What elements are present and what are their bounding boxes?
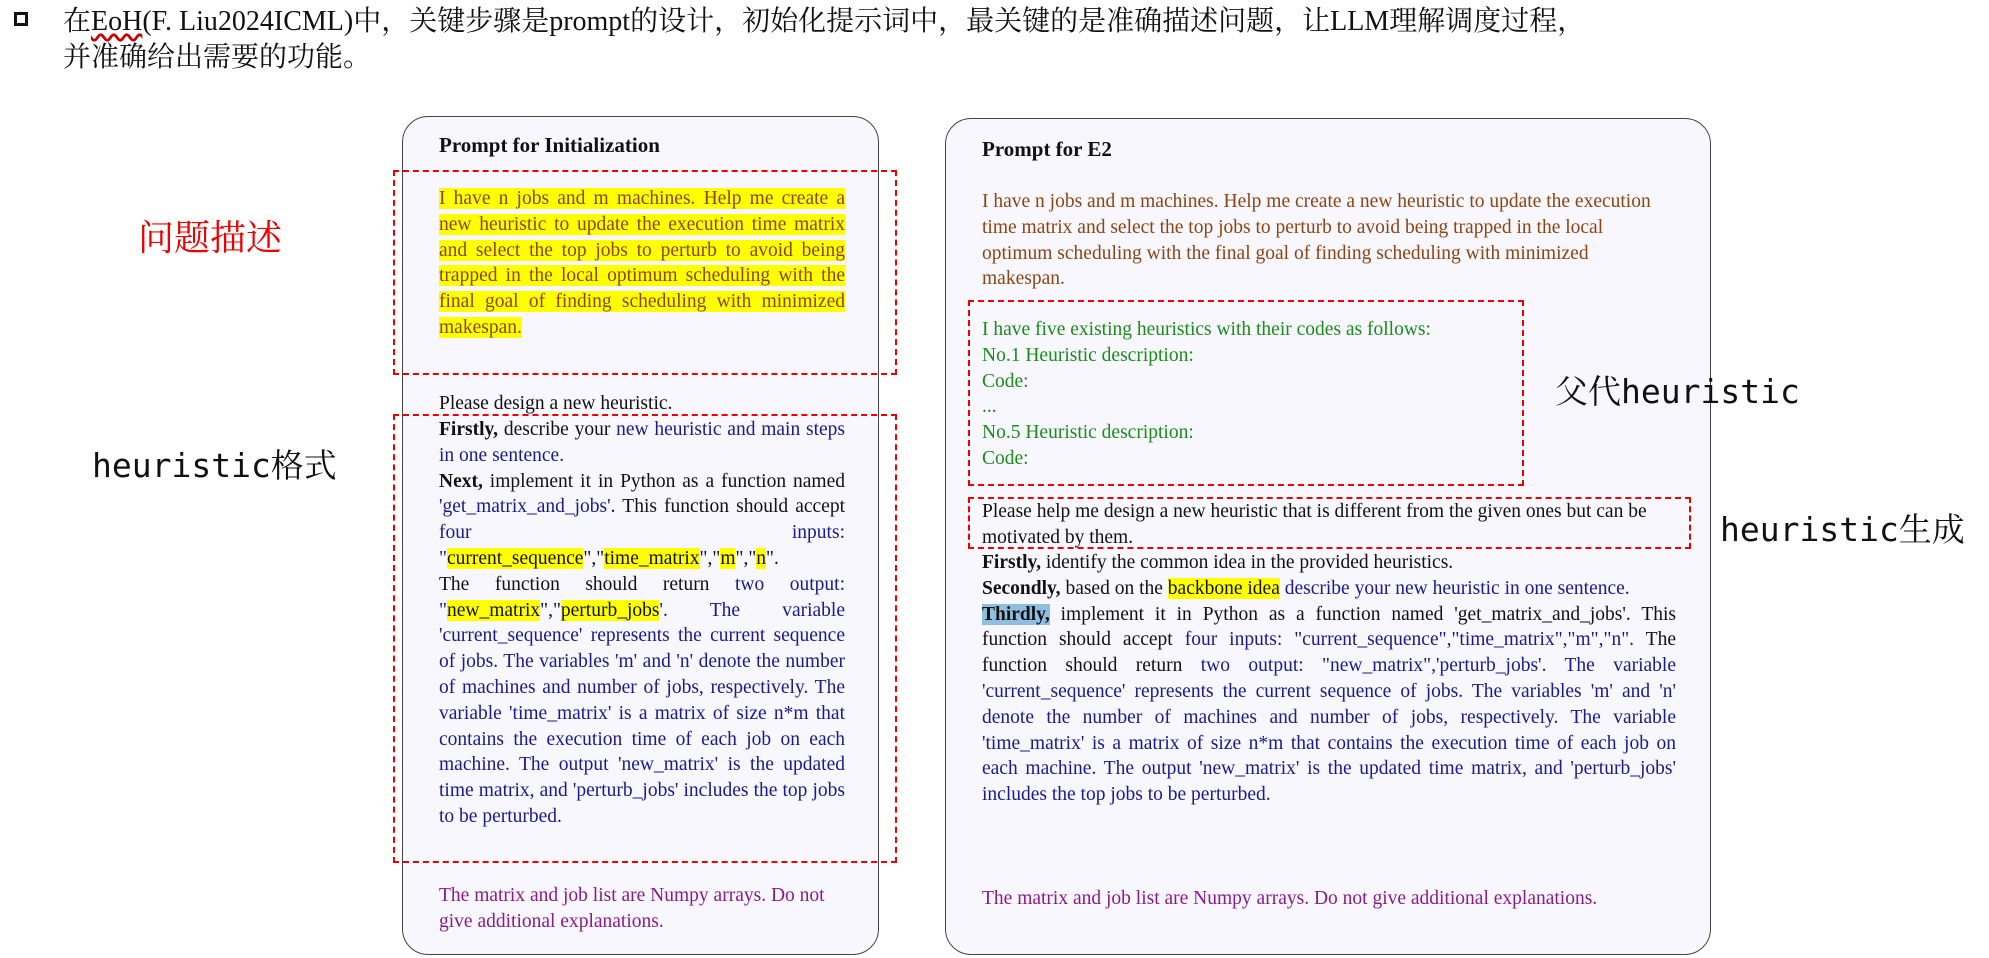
- panel1-instructions: Firstly, describe your new heuristic and main steps in one sentence. Next, implement it in Python as a function named 'get_matrix_and_jobs'. This function should accept four inputs: "current_sequence","time_matrix","m","n". The function should return two output: "new_matrix","perturb_jobs'. The variable 'current_sequence' represents the current sequence of jobs. The variables 'm' and 'n' denote the number of machines and number of jobs, respectively. The variable 'time_matrix' is a matrix of size n*m that contains the execution time of each job on each machine. The output 'new_matrix' is the updated time matrix, and 'perturb_jobs' includes the top jobs to be perturbed.: [439, 419, 845, 827]
- parents-intro: I have five existing heuristics with their codes as follows:: [982, 319, 1431, 340]
- annotation-problem-desc: 问题描述: [138, 218, 283, 259]
- intro-line-2: 并准确给出需要的功能。: [63, 42, 372, 73]
- parent-1-code: Code:: [982, 370, 1029, 392]
- panel1-title: Prompt for Initialization: [439, 133, 660, 157]
- panel2-title: Prompt for E2: [982, 137, 1112, 161]
- panel2-footer: The matrix and job list are Numpy arrays. Do not give additional explanations.: [982, 888, 1598, 909]
- eoh-link: EoH: [91, 6, 143, 37]
- bullet-checkbox-icon: [14, 12, 28, 26]
- heuristic-format-box: [393, 414, 897, 863]
- heuristic-gen-box: [968, 497, 1691, 549]
- parent-5-code: Code:: [982, 447, 1029, 469]
- panel2-instructions: Firstly, identify the common idea in the provided heuristics. Secondly, based on the backbone idea describe your new heuristic in one sentence. Thirdly, implement it in Python as a function named 'get_matrix_and_jobs'. This function should accept four inputs: "current_sequence","time_matrix","m","n". The function should return two output: "new_matrix",'perturb_jobs'. The variable 'current_sequence' represents the current sequence of jobs. The variables 'm' and 'n' denote the number of machines and number of jobs, respectively. The variable 'time_matrix' is a matrix of size n*m that contains the execution time of each job on each machine. The output 'new_matrix' is the updated time matrix, and 'perturb_jobs' includes the top jobs to be perturbed.: [982, 552, 1676, 806]
- panel2-problem: I have n jobs and m machines. Help me create a new heuristic to update the execution time matrix and select the top jobs to perturb to avoid being trapped in the local optimum scheduling with the final goal of finding scheduling with minimized makespan.: [982, 191, 1651, 290]
- parent-1-desc: No.1 Heuristic description:: [982, 344, 1194, 366]
- problem-desc-box: [393, 170, 897, 375]
- annotation-heuristic-format: heuristic格式: [92, 446, 337, 485]
- panel1-problem: I have n jobs and m machines. Help me create a new heuristic to update the execution time matrix and select the top jobs to perturb to avoid being trapped in the local optimum scheduling with the final goal of finding scheduling with minimized makespan.: [439, 188, 845, 338]
- panel1-please: Please design a new heuristic.: [439, 393, 673, 414]
- intro-line-1: 在EoH(F. Liu2024ICML)中，关键步骤是prompt的设计，初始化提示词中，最关键的是准确描述问题，让LLM理解调度过程，: [63, 6, 1586, 37]
- parent-5-desc: No.5 Heuristic description:: [982, 422, 1194, 444]
- intro-text: [63, 4, 1963, 76]
- parent-heuristic-box: [968, 300, 1524, 486]
- parents-ellipsis: ...: [982, 396, 997, 418]
- annotation-heuristic-gen: heuristic生成: [1720, 510, 1965, 549]
- annotation-parent-heuristic: 父代heuristic: [1555, 372, 1800, 411]
- panel2-gen: Please help me design a new heuristic that is different from the given ones but can be motivated by them.: [982, 501, 1647, 548]
- panel1-footer: The matrix and job list are Numpy arrays. Do not give additional explanations.: [439, 885, 825, 932]
